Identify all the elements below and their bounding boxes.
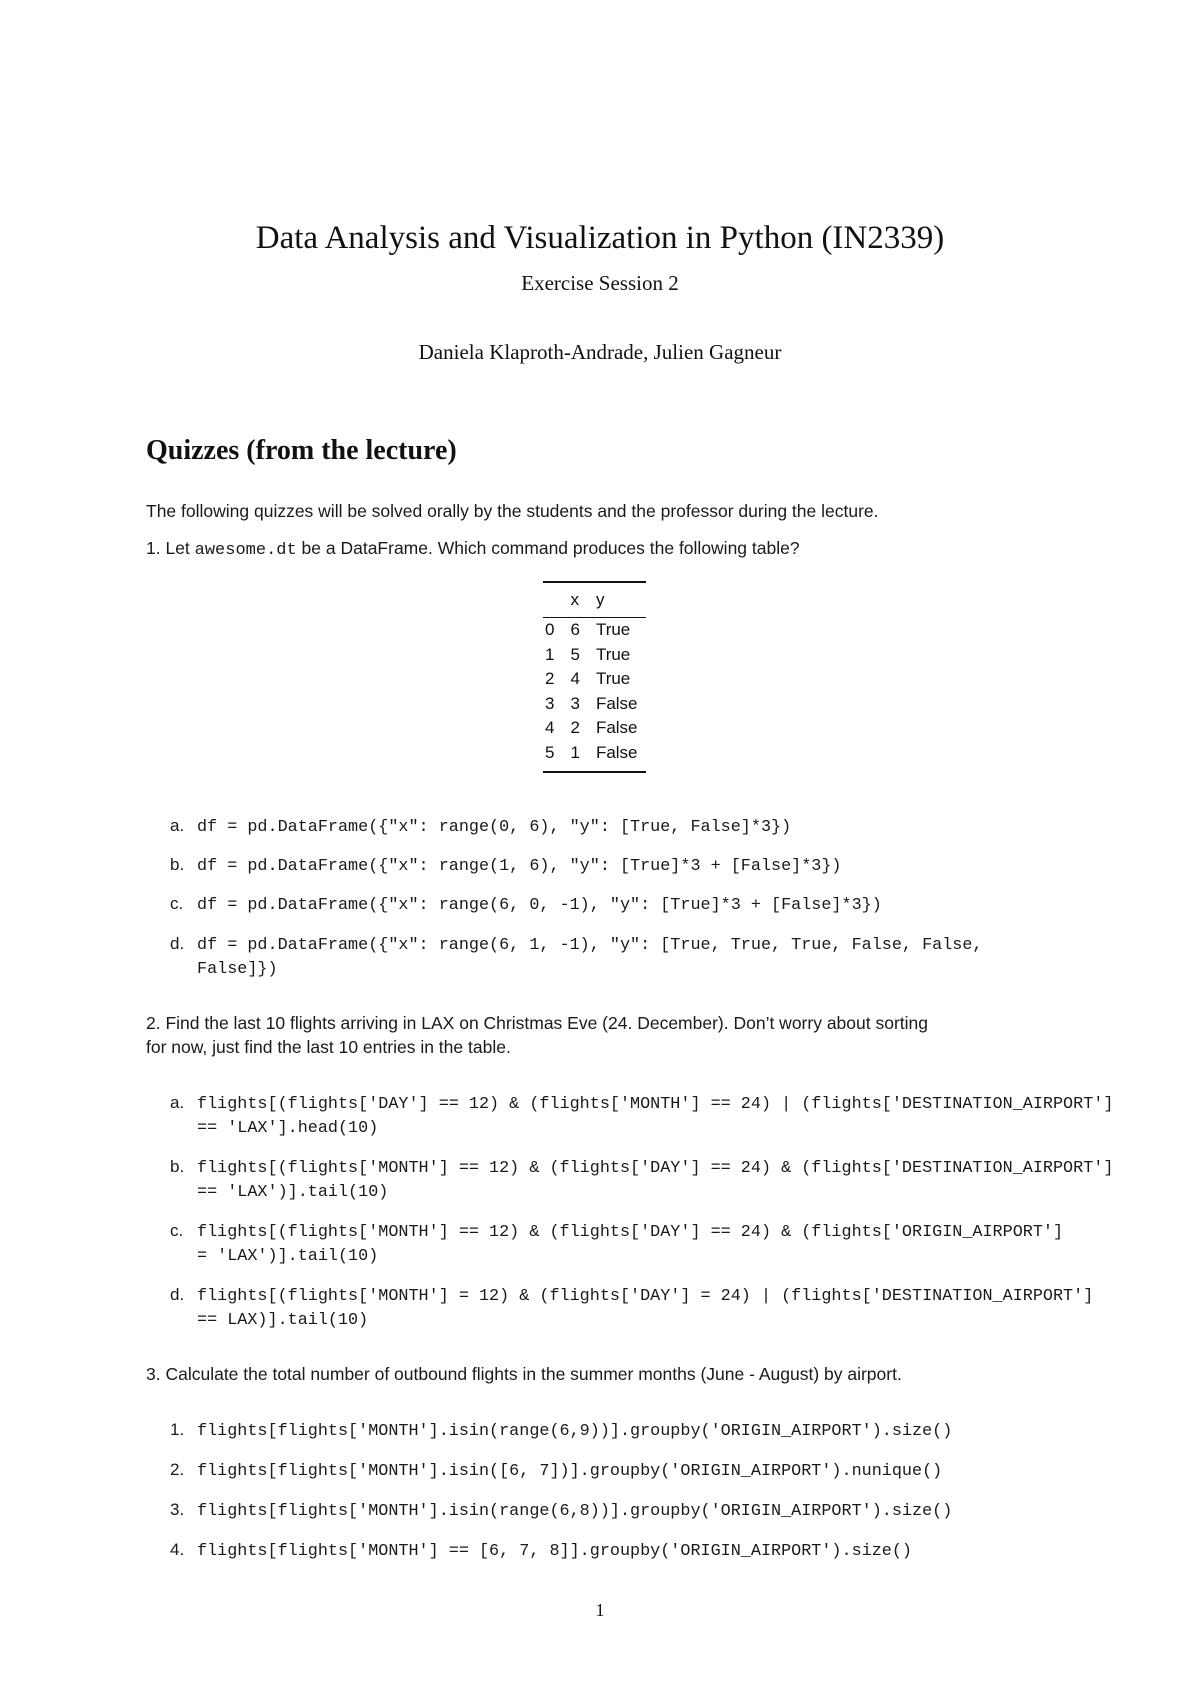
option-code: df = pd.DataFrame({"x": range(0, 6), "y": [True, False]*3}) (197, 818, 792, 837)
question-1-prefix: 1. Let (146, 538, 195, 558)
question-1-option-c (170, 892, 1170, 918)
table-cell: 0 (545, 620, 555, 640)
question-1-table (543, 581, 646, 773)
question-3-option-2 (170, 1458, 1170, 1484)
question-1-option-d (170, 932, 1170, 981)
table-row (543, 692, 646, 717)
table-cell: 5 (570, 644, 580, 664)
option-code-continuation: == 'LAX'].head(10) (197, 1118, 379, 1138)
table-cell: True (595, 620, 631, 640)
table-row (543, 667, 646, 692)
table-row (543, 643, 646, 668)
table-cell: 5 (545, 742, 555, 762)
question-2-option-a (170, 1091, 1170, 1140)
option-label: 3. (170, 1500, 185, 1519)
table-cell: True (595, 644, 631, 664)
option-label: d. (170, 1285, 185, 1304)
question-3-option-1 (170, 1418, 1170, 1444)
question-2-option-d (170, 1283, 1170, 1332)
option-code-continuation: = 'LAX')].tail(10) (197, 1246, 379, 1266)
question-3-option-4 (170, 1538, 1170, 1564)
option-label: c. (170, 1221, 184, 1240)
option-label: b. (170, 855, 185, 874)
option-code: flights[flights['MONTH'] == [6, 7, 8]].groupby('ORIGIN_AIRPORT').size() (197, 1542, 912, 1561)
question-2-prompt-line-1: 2. Find the last 10 flights arriving in LAX on Christmas Eve (24. December). Don’t worry about sorting (146, 1013, 929, 1033)
question-1-prompt (146, 536, 800, 563)
table-row (543, 618, 646, 643)
table-cell: True (595, 669, 631, 689)
question-2-prompt-line-2: for now, just find the last 10 entries in the table. (146, 1037, 511, 1057)
table-cell: 6 (570, 620, 580, 640)
question-2-option-b (170, 1155, 1170, 1204)
option-label: 4. (170, 1540, 185, 1559)
table-cell: False (595, 742, 638, 762)
option-label: 1. (170, 1420, 185, 1439)
option-code: df = pd.DataFrame({"x": range(6, 1, -1), "y": [True, True, True, False, False, (197, 936, 983, 955)
option-code: df = pd.DataFrame({"x": range(1, 6), "y": [True]*3 + [False]*3}) (197, 857, 842, 876)
table-header-y: y (595, 590, 605, 609)
section-title: Quizzes (from the lecture) (146, 435, 457, 466)
table-header-x: x (570, 590, 579, 609)
option-code: flights[flights['MONTH'].isin([6, 7])].groupby('ORIGIN_AIRPORT').nunique() (197, 1462, 943, 1481)
table-cell: 3 (570, 693, 580, 713)
table-cell: 1 (545, 644, 555, 664)
option-code: flights[(flights['DAY'] == 12) & (flights['MONTH'] == 24) | (flights['DESTINATION_AIRPORT'] (197, 1095, 1114, 1114)
option-label: c. (170, 894, 184, 913)
option-code: flights[flights['MONTH'].isin(range(6,9))].groupby('ORIGIN_AIRPORT').size() (197, 1422, 953, 1441)
option-code: flights[(flights['MONTH'] == 12) & (flights['DAY'] == 24) & (flights['ORIGIN_AIRPORT'] (197, 1223, 1064, 1242)
table-header-row (543, 582, 646, 618)
question-1-option-a (170, 814, 1170, 840)
option-code: flights[flights['MONTH'].isin(range(6,8))].groupby('ORIGIN_AIRPORT').size() (197, 1502, 953, 1521)
question-1-code: awesome.dt (194, 541, 297, 560)
question-1-option-b (170, 853, 1170, 879)
option-label: 2. (170, 1460, 185, 1479)
table-cell: 4 (570, 669, 580, 689)
question-2-option-c (170, 1219, 1170, 1268)
table-cell: False (595, 718, 638, 738)
option-label: a. (170, 1093, 185, 1112)
question-3-option-3 (170, 1498, 1170, 1524)
table-header-index (543, 582, 562, 618)
option-label: d. (170, 934, 185, 953)
option-code-continuation: False]}) (197, 959, 278, 979)
table-cell: 3 (545, 693, 555, 713)
table-cell: 2 (545, 669, 555, 689)
option-code: df = pd.DataFrame({"x": range(6, 0, -1), "y": [True]*3 + [False]*3}) (197, 896, 882, 915)
option-label: b. (170, 1157, 185, 1176)
question-1-suffix: be a DataFrame. Which command produces the following table? (296, 538, 800, 558)
option-code-continuation: == 'LAX')].tail(10) (197, 1182, 389, 1202)
table-cell: False (595, 693, 638, 713)
section-intro: The following quizzes will be solved orally by the students and the professor during the lecture. (146, 501, 879, 521)
option-label: a. (170, 816, 185, 835)
option-code: flights[(flights['MONTH'] = 12) & (flights['DAY'] = 24) | (flights['DESTINATION_AIRPORT'] (197, 1287, 1094, 1306)
document-subtitle: Exercise Session 2 (521, 271, 679, 295)
page-number: 1 (595, 1600, 605, 1620)
option-code: flights[(flights['MONTH'] == 12) & (flights['DAY'] == 24) & (flights['DESTINATION_AIRPORT'] (197, 1159, 1114, 1178)
document-title: Data Analysis and Visualization in Python (IN2339) (255, 220, 945, 256)
table-row (543, 741, 646, 773)
table-cell: 4 (545, 718, 555, 738)
table-cell: 1 (570, 742, 580, 762)
document-authors: Daniela Klaproth-Andrade, Julien Gagneur (418, 340, 782, 364)
table-row (543, 716, 646, 741)
table-cell: 2 (570, 718, 580, 738)
question-3-prompt: 3. Calculate the total number of outbound flights in the summer months (June - August) by airport. (146, 1364, 902, 1384)
option-code-continuation: == LAX)].tail(10) (197, 1310, 369, 1330)
